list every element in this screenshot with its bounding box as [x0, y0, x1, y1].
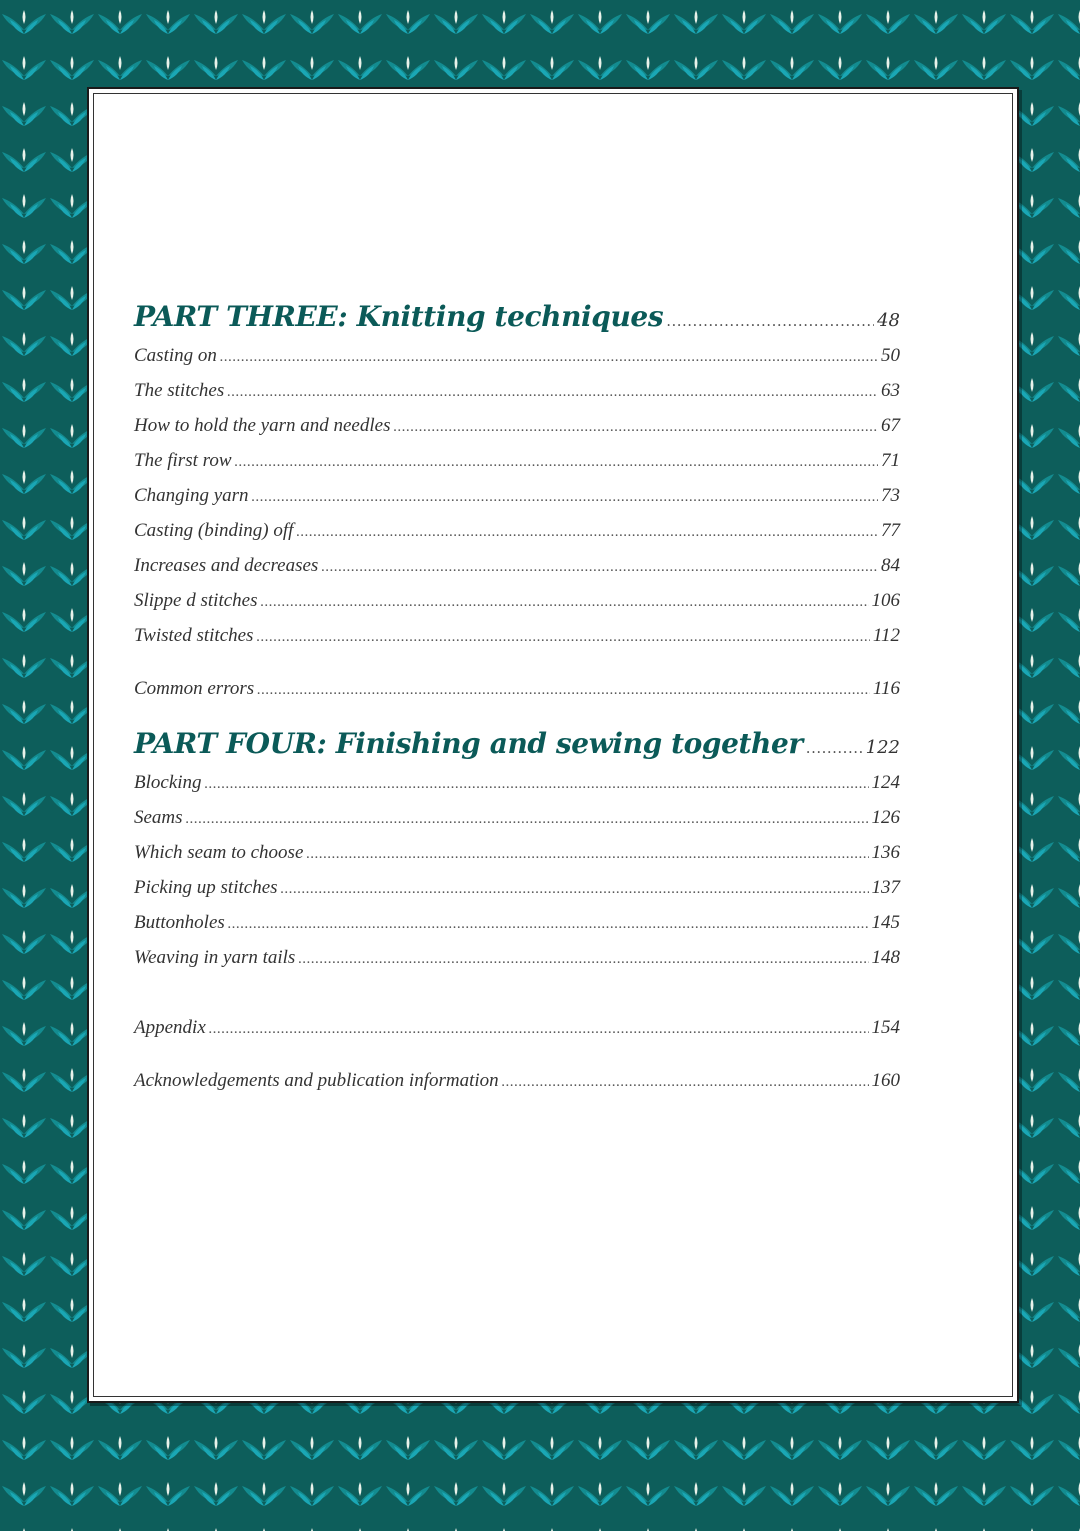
toc-entry[interactable]: [134, 772, 900, 807]
dot-leader: [205, 772, 869, 794]
entry-page-number: 63: [881, 380, 900, 401]
dot-leader: [296, 520, 878, 542]
entry-label: Common errors: [134, 678, 255, 699]
entry-page-number: 50: [881, 345, 900, 366]
dot-leader: [220, 345, 878, 367]
dot-leader: [228, 912, 869, 934]
entry-page-number: 73: [881, 485, 900, 506]
toc-entry[interactable]: [134, 380, 900, 415]
dot-leader: [298, 947, 868, 969]
dot-leader: [393, 415, 878, 437]
entry-page-number: 67: [881, 415, 900, 436]
entry-page-number: 84: [881, 555, 900, 576]
toc-entry[interactable]: [134, 485, 900, 520]
part-page-number: 122: [865, 737, 900, 758]
entry-label: Buttonholes: [134, 912, 225, 933]
part-four-heading[interactable]: [134, 727, 900, 772]
table-of-contents: [134, 300, 900, 1105]
entry-page-number: 112: [872, 625, 900, 646]
entry-label: Blocking: [134, 772, 202, 793]
entry-page-number: 136: [871, 842, 900, 863]
toc-entry[interactable]: [134, 807, 900, 842]
entry-page-number: 154: [871, 1017, 900, 1038]
toc-entry-acknowledgements[interactable]: [134, 1070, 900, 1105]
entry-label: Weaving in yarn tails: [134, 947, 296, 968]
entry-page-number: 137: [871, 877, 900, 898]
toc-entry[interactable]: [134, 842, 900, 877]
entry-label: Which seam to choose: [134, 842, 304, 863]
toc-entry[interactable]: [134, 520, 900, 555]
toc-entry[interactable]: [134, 450, 900, 485]
entry-label: Casting (binding) off: [134, 520, 294, 541]
entry-page-number: 145: [871, 912, 900, 933]
toc-entry[interactable]: [134, 345, 900, 380]
toc-entry[interactable]: [134, 555, 900, 590]
entry-page-number: 106: [871, 590, 900, 611]
entry-label: How to hold the yarn and needles: [134, 415, 391, 436]
toc-entry[interactable]: [134, 912, 900, 947]
dot-leader: [666, 311, 874, 330]
entry-label: Casting on: [134, 345, 217, 366]
entry-label: The stitches: [134, 380, 225, 401]
dot-leader: [806, 738, 863, 757]
dot-leader: [209, 1017, 869, 1039]
entry-label: Seams: [134, 807, 183, 828]
toc-entry[interactable]: [134, 877, 900, 912]
part-page-number: 48: [877, 310, 900, 331]
dot-leader: [321, 555, 878, 577]
toc-entry-appendix[interactable]: [134, 1017, 900, 1052]
entry-label: Appendix: [134, 1017, 206, 1038]
dot-leader: [252, 485, 878, 507]
part-title: PART FOUR: Finishing and sewing together: [134, 727, 803, 760]
dot-leader: [502, 1070, 869, 1092]
part-three-heading[interactable]: [134, 300, 900, 345]
toc-entry-common-errors[interactable]: [134, 678, 900, 713]
entry-page-number: 148: [871, 947, 900, 968]
entry-label: Picking up stitches: [134, 877, 278, 898]
entry-page-number: 116: [872, 678, 900, 699]
dot-leader: [281, 877, 869, 899]
entry-label: Acknowledgements and publication information: [134, 1070, 499, 1091]
dot-leader: [306, 842, 868, 864]
entry-label: Slippe d stitches: [134, 590, 258, 611]
entry-page-number: 71: [881, 450, 900, 471]
dot-leader: [227, 380, 878, 402]
dot-leader: [235, 450, 879, 472]
entry-label: The first row: [134, 450, 232, 471]
toc-entry[interactable]: [134, 415, 900, 450]
dot-leader: [257, 678, 870, 700]
entry-label: Changing yarn: [134, 485, 249, 506]
entry-label: Increases and decreases: [134, 555, 319, 576]
entry-page-number: 77: [881, 520, 900, 541]
toc-entry[interactable]: [134, 590, 900, 625]
toc-entry[interactable]: [134, 947, 900, 982]
dot-leader: [186, 807, 869, 829]
dot-leader: [260, 590, 868, 612]
entry-label: Twisted stitches: [134, 625, 254, 646]
dot-leader: [256, 625, 869, 647]
part-title: PART THREE: Knitting techniques: [134, 300, 664, 333]
entry-page-number: 160: [871, 1070, 900, 1091]
entry-page-number: 124: [871, 772, 900, 793]
toc-entry[interactable]: [134, 625, 900, 660]
entry-page-number: 126: [871, 807, 900, 828]
